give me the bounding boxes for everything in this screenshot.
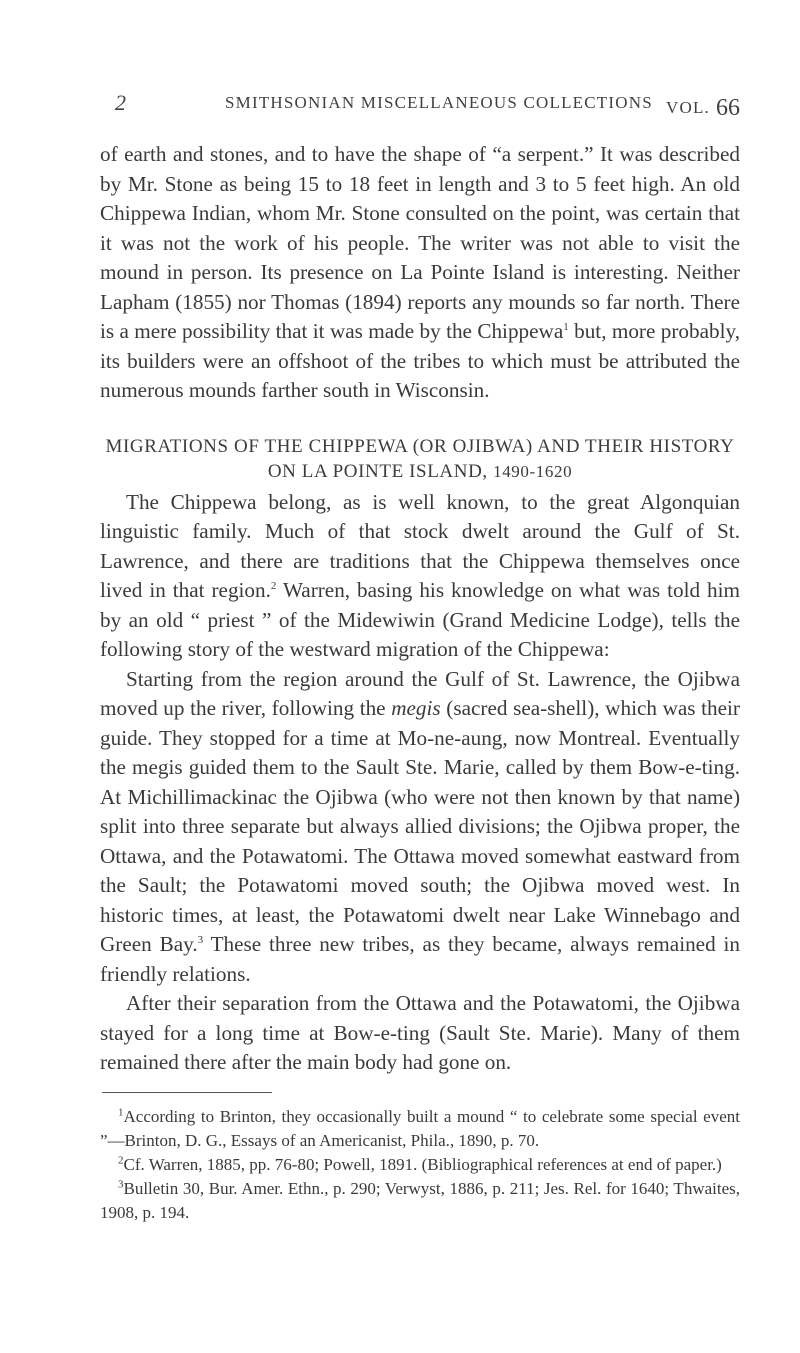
paragraph-mound-text: of earth and stones, and to have the shape of “a serpent.” It was described by Mr. Stone as being 15 to 18 feet in length and 3 to 5 feet high. An old Chippewa Indian, whom Mr. Stone consulted on the point, was certain that it was not the work of his people. The writer was not able to visit the mound in person. Its presence on La Pointe Island is interesting. Neither Lapham (1855) nor Thomas (1894) reports any mounds so far north. There is a mere possibility that it was made by the Chippewa [100, 142, 740, 343]
footnote-ref-1: 1 [563, 320, 569, 333]
footnote-3-text: Bulletin 30, Bur. Amer. Ethn., p. 290; Verwyst, 1886, p. 211; Jes. Rel. for 1640; Thwaites, 1908, p. 194. [100, 1178, 740, 1222]
paragraph-chippewa [100, 488, 740, 665]
quote-migration-italic: megis [391, 696, 441, 720]
paragraph-mound [100, 140, 740, 406]
footnote-3-mark: 3 [118, 1177, 124, 1190]
section-heading-dates: 1490-1620 [493, 461, 573, 481]
volume-label [666, 93, 740, 120]
volume-number: 66 [716, 95, 740, 121]
footnote-2-text: Cf. Warren, 1885, pp. 76-80; Powell, 1891. (Bibliographical references at end of paper.) [123, 1154, 722, 1174]
footnote-divider [102, 1092, 272, 1093]
volume-label-text: VOL. [666, 98, 710, 117]
footnote-3 [100, 1177, 740, 1225]
paragraph-mound-text-end: but, more probably, its builders were an offshoot of the tribes to which must be attributed the numerous mounds farther south in Wisconsin. [100, 319, 741, 402]
paragraph-chippewa-text: The Chippewa belong, as is well known, to the great Algonquian linguistic family. Much of that stock dwelt around the Gulf of St. Lawrence, and there are traditions that the Chippewa themselves once lived in that region. [100, 489, 740, 602]
footnote-1-text: According to Brinton, they occasionally built a mound “ to celebrate some special event ”—Brinton, D. G., Essays of an Americanist, Phila., 1890, p. 70. [100, 1106, 740, 1150]
footnote-1 [100, 1105, 740, 1153]
section-heading [100, 434, 740, 484]
footnotes [100, 1105, 740, 1225]
footnote-1-mark: 1 [118, 1105, 124, 1118]
footnote-2-mark: 2 [118, 1153, 124, 1166]
page-header [100, 90, 740, 140]
quote-separation: After their separation from the Ottawa and the Potawatomi, the Ojibwa stayed for a long time at Bow-e-ting (Sault Ste. Marie). Many of them remained there after the main body had gone on. [100, 991, 740, 1074]
quote-migration [100, 665, 740, 990]
quote-migration-text: Starting from the region around the Gulf of St. Lawrence, the Ojibwa moved up the river, following the [100, 666, 740, 720]
quote-migration-text-mid: (sacred sea-shell), which was their guide. They stopped for a time at Mo-ne-aung, now Montreal. Eventually the megis guided them to the Sault Ste. Marie, called by them Bow-e-ting. At Michillimackinac the Ojibwa (who were not then known by that name) split into three separate but always allied divisions; the Ojibwa proper, the Ottawa, and the Potawatomi. The Ottawa moved somewhat eastward from the Sault; the Potawatomi moved south; the Ojibwa moved west. In historic times, at least, the Potawatomi dwelt near Lake Winnebago and Green Bay. [100, 696, 740, 956]
footnote-ref-3: 3 [197, 933, 204, 946]
footnote-ref-2: 2 [270, 579, 277, 592]
footnote-2 [100, 1153, 740, 1177]
paragraph-chippewa-text-end: Warren, basing his knowledge on what was told him by an old “ priest ” of the Midewiwin (Grand Medicine Lodge), tells the following story of the westward migration of the Chippewa: [100, 578, 741, 661]
running-title: SMITHSONIAN MISCELLANEOUS COLLECTIONS [225, 93, 653, 112]
section-heading-text: MIGRATIONS OF THE CHIPPEWA (OR OJIBWA) AND THEIR HISTORY ON LA POINTE ISLAND, [105, 435, 735, 482]
page-number: 2 [115, 90, 128, 115]
quote-migration-text-end: These three new tribes, as they became, always remained in friendly relations. [100, 932, 740, 986]
document-page [100, 0, 740, 1225]
